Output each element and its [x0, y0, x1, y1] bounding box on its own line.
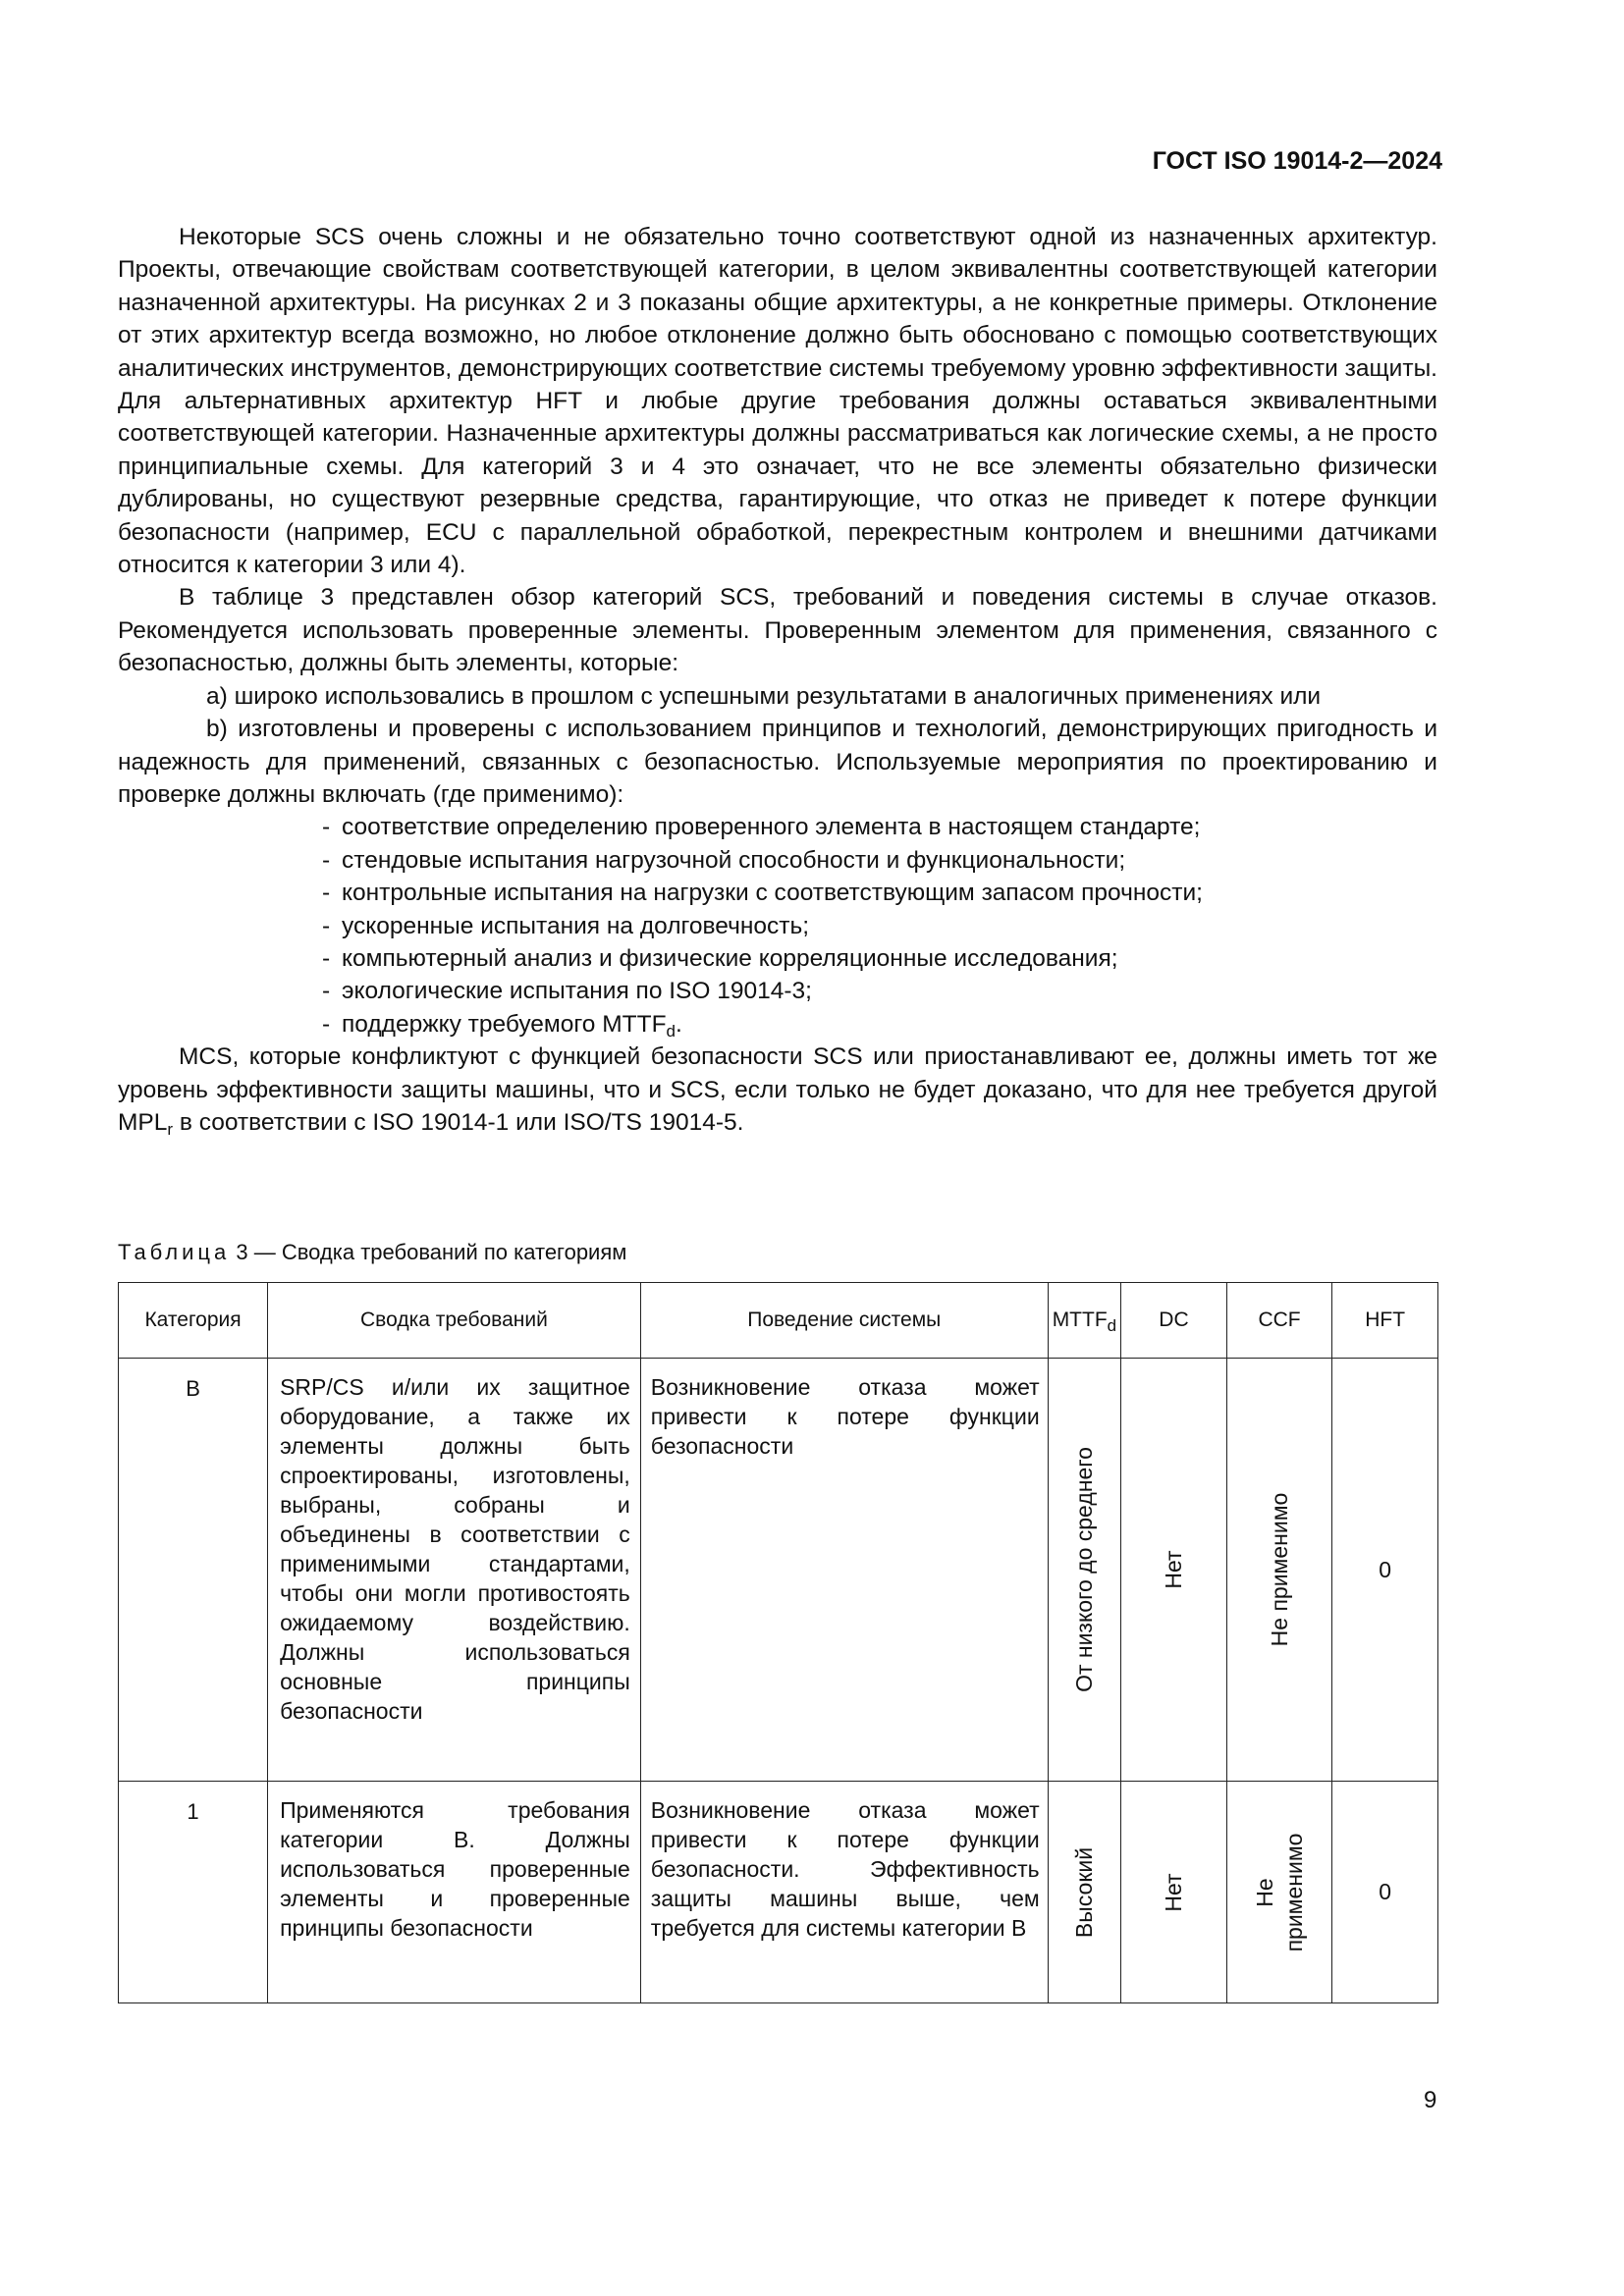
header-hft: HFT	[1332, 1283, 1438, 1359]
paragraph-table-overview: В таблице 3 представлен обзор категорий SCS, требований и поведения системы в случае отказов. Рекомендуется использовать проверенные элементы. Проверенным элементом для применения, связанного с безопасностью, должны быть элементы, которые:	[118, 584, 1437, 677]
paragraph-mcs-start: MCS, которые конфликтуют с функцией безопасности SCS или приостанавливают ее, должны иметь тот же уровень эффективности защиты машины, что и SCS, если только не будет доказано, что для нее требуется другой MPL	[118, 1043, 1437, 1136]
cell-hft: 0	[1332, 1359, 1438, 1782]
cell-behavior: Возникновение отказа может привести к потере функции безопасности	[640, 1359, 1048, 1782]
table-caption-text: 3 — Сводка требований по категориям	[230, 1240, 627, 1264]
subscript: d	[666, 1021, 677, 1041]
cell-ccf	[1226, 1782, 1332, 2003]
list-item-b: b) изготовлены и проверены с использованием принципов и технологий, демонстрирующих пригодность и надежность для применений, связанных с безопасностью. Используемые мероприятия по проектированию и проверке должны включать (где применимо):	[118, 716, 1437, 808]
table-caption-label: Таблица	[118, 1240, 231, 1264]
dash-item-end: .	[676, 1010, 682, 1038]
cell-mttf	[1048, 1359, 1120, 1782]
dash-item-text: поддержку требуемого MTTF	[342, 1010, 667, 1038]
paragraph-mcs-end: в соответствии с ISO 19014-1 или ISO/TS 19014-5.	[173, 1108, 744, 1136]
list-item-a: a) широко использовались в прошлом с успешными результатами в аналогичных применениях или	[206, 682, 1322, 710]
cell-dc	[1121, 1782, 1227, 2003]
header-category: Категория	[119, 1283, 268, 1359]
cell-dc-text: Нет	[1161, 1550, 1187, 1589]
dash-item: - экологические испытания по ISO 19014-3;	[342, 975, 1437, 1007]
category-requirements-table	[118, 1282, 1438, 2003]
dash-item: - стендовые испытания нагрузочной способности и функциональности;	[342, 844, 1437, 877]
cell-requirements: Применяются требования категории B. Должны использоваться проверенные элементы и проверенные принципы безопасности	[268, 1782, 641, 2003]
cell-ccf	[1226, 1359, 1332, 1782]
dash-item: - ускоренные испытания на долговечность;	[342, 910, 1437, 942]
dash-item-mttf	[342, 1008, 1437, 1041]
cell-dc-text: Нет	[1161, 1872, 1187, 1912]
ccf-line-1: Не	[1252, 1877, 1278, 1907]
subscript: d	[1107, 1316, 1117, 1335]
cell-mttf	[1048, 1782, 1120, 2003]
body-text	[118, 221, 1437, 1139]
table-row	[119, 1359, 1438, 1782]
verification-measures-list	[118, 811, 1437, 1041]
cell-dc	[1121, 1359, 1227, 1782]
header-mttf	[1048, 1283, 1120, 1359]
cell-mttf-text: От низкого до среднего	[1071, 1447, 1098, 1692]
header-ccf: CCF	[1226, 1283, 1332, 1359]
cell-ccf-text: Не применимо	[1267, 1492, 1293, 1647]
page-number: 9	[1424, 2087, 1437, 2113]
table-row	[119, 1782, 1438, 2003]
header-requirements: Сводка требований	[268, 1283, 641, 1359]
paragraph-architectures: Некоторые SCS очень сложны и не обязательно точно соответствуют одной из назначенных архитектур. Проекты, отвечающие свойствам соответствующей категории, в целом эквивалентны соответствующей категории назначенной архитектуры. На рисунках 2 и 3 показаны общие архитектуры, а не конкретные примеры. Отклонение от этих архитектур всегда возможно, но любое отклонение должно быть обосновано с помощью соответствующих аналитических инструментов, демонстрирующих соответствие системы требуемому уровню эффективности защиты. Для альтернативных архитектур HFT и любые другие требования должны оставаться эквивалентными соответствующей категории. Назначенные архитектуры должны рассматриваться как логические схемы, а не просто принципиальные схемы. Для категорий 3 и 4 это означает, что не все элементы обязательно физически дублированы, но существуют резервные средства, гарантирующие, что отказ не приведет к потере функции безопасности (например, ECU с параллельной обработкой, перекрестным контролем и внешними датчиками относится к категории 3 или 4).	[118, 224, 1437, 579]
document-id: ГОСТ ISO 19014-2—2024	[1152, 147, 1442, 175]
ccf-line-2: применимо	[1281, 1833, 1308, 1951]
dash-item: - компьютерный анализ и физические корреляционные исследования;	[342, 942, 1437, 975]
header-dc: DC	[1121, 1283, 1227, 1359]
cell-behavior: Возникновение отказа может привести к потере функции безопасности. Эффективность защиты машины выше, чем требуется для системы категории B	[640, 1782, 1048, 2003]
header-mttf-text: MTTF	[1052, 1308, 1108, 1331]
cell-category: B	[119, 1359, 268, 1782]
subscript: r	[167, 1119, 174, 1139]
dash-item: - контрольные испытания на нагрузки с соответствующим запасом прочности;	[342, 877, 1437, 909]
cell-requirements: SRP/CS и/или их защитное оборудование, а также их элементы должны быть спроектированы, изготовлены, выбраны, собраны и объединены в соответствии с применимыми стандартами, чтобы они могли противостоять ожидаемому воздействию. Должны использоваться основные принципы безопасности	[268, 1359, 641, 1782]
paragraph-mcs	[118, 1041, 1437, 1139]
cell-hft: 0	[1332, 1782, 1438, 2003]
cell-category: 1	[119, 1782, 268, 2003]
dash-item: - соответствие определению проверенного элемента в настоящем стандарте;	[342, 811, 1437, 843]
table-caption	[118, 1240, 626, 1265]
table-header-row	[119, 1283, 1438, 1359]
cell-ccf-text	[1250, 1833, 1309, 1951]
cell-mttf-text: Высокий	[1071, 1846, 1098, 1938]
header-behavior: Поведение системы	[640, 1283, 1048, 1359]
